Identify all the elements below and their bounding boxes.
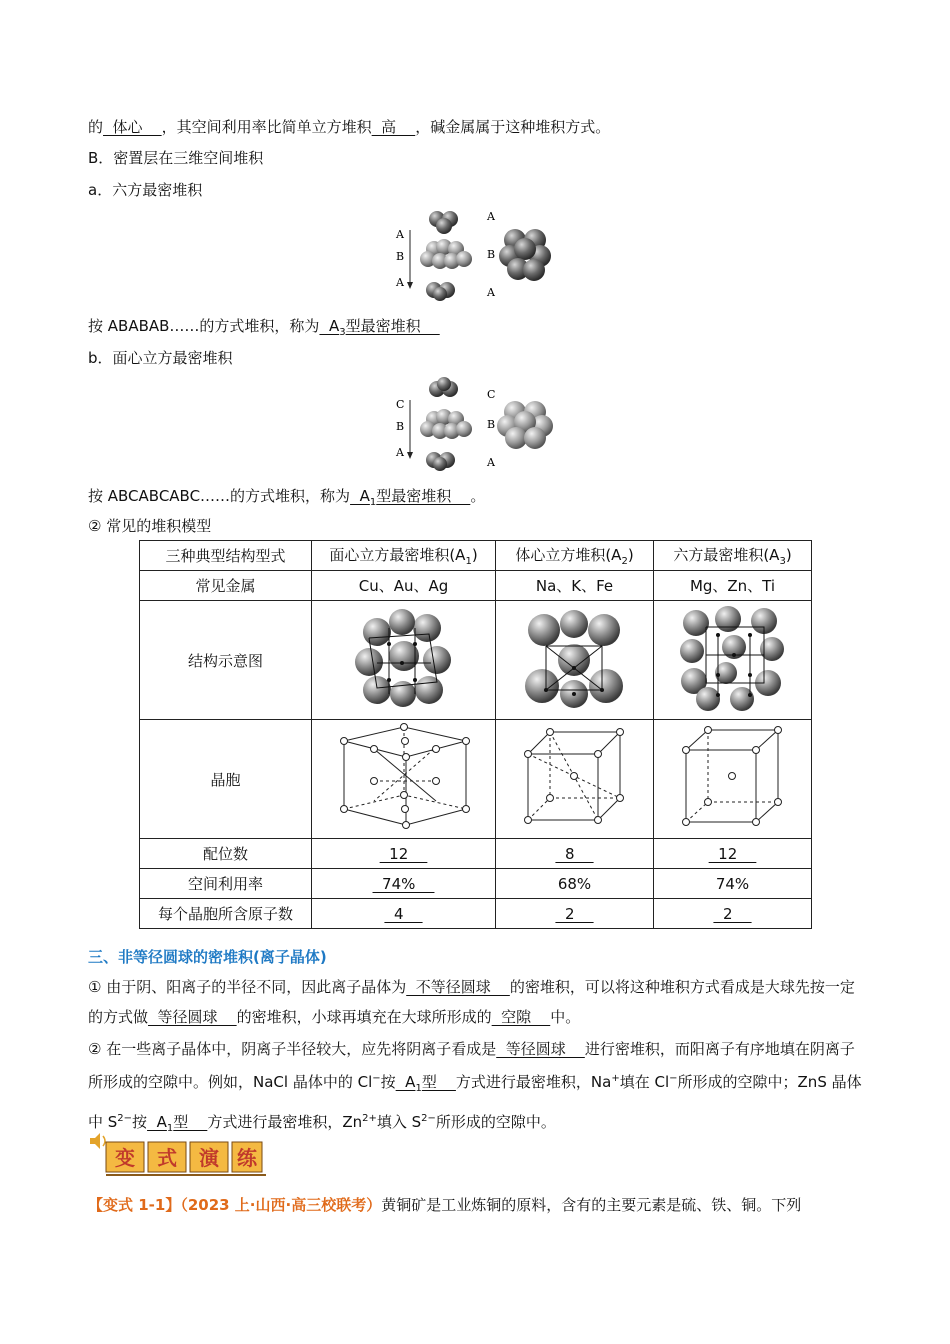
table-row (140, 571, 812, 601)
text: 填在 Cl (619, 1073, 670, 1091)
table-cell (654, 720, 812, 839)
answer-blank (319, 317, 440, 338)
table-row (140, 839, 812, 869)
hcp-layer-figure (390, 204, 560, 304)
text: 的 (88, 118, 104, 136)
banner-char: 式 (157, 1146, 177, 1170)
section-title: 三、非等径圆球的密堆积(离子晶体) (88, 948, 327, 966)
text-line-b: B．密置层在三维空间堆积 (88, 149, 264, 167)
blank-text: A (350, 487, 370, 505)
layer-label: A (487, 456, 495, 469)
layer-label: A (396, 276, 404, 289)
text-line-b-fcc: b．面心立方最密堆积 (88, 349, 233, 367)
table-cell: 74% (654, 869, 812, 899)
superscript: 2− (117, 1113, 133, 1124)
superscript: 2− (421, 1113, 436, 1124)
row-label: 空间利用率 (140, 869, 312, 899)
paragraph-2 (88, 1034, 864, 1144)
answer-blank: 空隙 (491, 1008, 551, 1026)
row-label: 每个晶胞所含原子数 (140, 899, 312, 929)
layer-label: A (487, 210, 495, 223)
answer-blank (147, 1113, 208, 1134)
subscript: 1 (166, 1123, 174, 1134)
table-cell (312, 869, 496, 899)
bcc-structure-diagram (520, 608, 630, 708)
subscript: 3 (339, 327, 346, 338)
banner-char: 演 (199, 1146, 219, 1170)
bcc-unit-cell-diagram (520, 724, 630, 830)
text: ，其空间利用率比简单立方堆积 (161, 118, 372, 136)
text: 按 (380, 1073, 396, 1091)
row-label: 晶胞 (140, 720, 312, 839)
text: 按 (132, 1113, 148, 1131)
layer-label: A (487, 286, 495, 299)
answer-blank: 8 (555, 844, 594, 863)
table-row (140, 601, 812, 720)
fcc-structure-diagram (349, 608, 459, 708)
text: 方式进行最密堆积，Na (455, 1073, 612, 1091)
blank-text: A (147, 1113, 167, 1131)
table-cell (654, 601, 812, 720)
text: 填入 S (376, 1113, 422, 1131)
banner-char: 练 (237, 1146, 257, 1170)
layer-label: B (396, 420, 405, 433)
table-row (140, 899, 812, 929)
text: 。 (470, 487, 486, 505)
answer-blank: 2 (713, 904, 752, 923)
text: ① 由于阴、阳离子的半径不同，因此离子晶体为 (88, 978, 407, 996)
answer-blank: 体心 (103, 118, 162, 136)
superscript: + (611, 1073, 620, 1084)
text: 的密堆积，可以将这种堆积方式看成是大球先按一定的方式做 (88, 978, 855, 1026)
table-cell (496, 601, 654, 720)
header-text: 面心立方最密堆积(A (329, 546, 466, 564)
table-cell (654, 839, 812, 869)
subscript: 1 (465, 556, 472, 567)
blank-text: A (395, 1073, 416, 1091)
blank-text: 型最密堆积 (345, 317, 440, 335)
subscript: 3 (779, 556, 786, 567)
table-cell (312, 720, 496, 839)
table-cell: Na、K、Fe (496, 571, 654, 601)
exercise-line (88, 1194, 801, 1215)
blank-text: 型最密堆积 (376, 487, 471, 505)
blank-text: 型 (173, 1113, 208, 1131)
superscript: 2+ (362, 1113, 377, 1124)
blank-text: A (319, 317, 340, 335)
table-cell (312, 839, 496, 869)
text: 进行密堆积，而阳离子有序地填在阴离子所形成的空隙中。例如，NaCl 晶体中的 Cl (88, 1040, 855, 1091)
table-header-row (140, 541, 812, 571)
subscript: 1 (369, 497, 377, 508)
table-header-cell: 三种典型结构型式 (140, 541, 312, 571)
text: 所形成的空隙中。 (435, 1113, 556, 1131)
practice-banner (88, 1130, 268, 1178)
text: 按 ABABAB……的方式堆积，称为 (88, 317, 320, 335)
answer-blank: 12 (708, 844, 757, 863)
text: 方式进行最密堆积，Zn (207, 1113, 363, 1131)
exercise-source: （2023 上·山西·高三校联考） (180, 1196, 382, 1214)
fcc-layer-figure (390, 374, 560, 474)
text: 的密堆积，小球再填充在大球所形成的 (236, 1008, 492, 1026)
answer-blank: 74% (372, 874, 435, 893)
layer-label: B (396, 250, 405, 263)
table-row (140, 720, 812, 839)
banner-char: 变 (115, 1146, 135, 1170)
table-cell (496, 720, 654, 839)
answer-blank: 2 (555, 904, 594, 923)
table-cell (312, 899, 496, 929)
subscript: 1 (415, 1083, 422, 1094)
answer-blank: 等径圆球 (496, 1040, 585, 1058)
exercise-text: 黄铜矿是工业炼铜的原料，含有的主要元素是硫、铁、铜。下列 (381, 1196, 802, 1214)
blank-text: 型 (421, 1073, 456, 1091)
table-cell (654, 899, 812, 929)
layer-label: A (396, 446, 404, 459)
text: 中。 (550, 1008, 581, 1026)
answer-blank: 高 (371, 118, 416, 136)
exercise-tag: 【变式 1-1】 (88, 1196, 181, 1214)
layer-label: B (487, 248, 496, 261)
answer-blank: 12 (379, 844, 428, 863)
table-header-cell: 面心立方最密堆积$(A_1)$ (312, 541, 496, 571)
table-cell: Mg、Zn、Ti (654, 571, 812, 601)
arrow-head (407, 282, 413, 289)
text-line-models: ② 常见的堆积模型 (88, 517, 212, 535)
header-text: 体心立方堆积(A (515, 546, 622, 564)
table-header-cell: 体心立方堆积$(A_2)$ (496, 541, 654, 571)
text-line-hcp-stacking (88, 316, 440, 343)
table-cell: Cu、Au、Ag (312, 571, 496, 601)
text-line-a-hcp: a．六方最密堆积 (88, 181, 203, 199)
hcp-structure-diagram (678, 605, 788, 711)
text-line-fcc-stacking (88, 486, 485, 513)
row-label: 配位数 (140, 839, 312, 869)
arrow-head (407, 452, 413, 459)
answer-blank (395, 1073, 456, 1094)
hcp-unit-cell-diagram (678, 724, 788, 830)
speaker-icon (90, 1133, 105, 1149)
table-cell (496, 839, 654, 869)
table-row (140, 869, 812, 899)
superscript: − (669, 1073, 678, 1084)
superscript: − (372, 1073, 381, 1084)
answer-blank (350, 487, 471, 508)
header-text: 六方最密堆积(A (673, 546, 780, 564)
fcc-unit-cell-diagram (334, 721, 474, 833)
text: ，碱金属属于这种堆积方式。 (415, 118, 611, 136)
answer-blank: 不等径圆球 (406, 978, 510, 996)
subscript: 2 (621, 556, 628, 567)
table-cell (312, 601, 496, 720)
answer-blank: 等径圆球 (148, 1008, 237, 1026)
paragraph-1 (88, 972, 864, 1032)
row-label: 常见金属 (140, 571, 312, 601)
layer-label: B (487, 418, 496, 431)
answer-blank: 4 (384, 904, 423, 923)
layer-label: A (396, 228, 404, 241)
text: 所形成的空隙中；ZnS 晶体中 S (88, 1073, 862, 1131)
text-line-bcc-summary (88, 117, 610, 137)
layer-label: C (396, 398, 405, 411)
row-label: 结构示意图 (140, 601, 312, 720)
text: ② 在一些离子晶体中，阴离子半径较大，应先将阴离子看成是 (88, 1040, 497, 1058)
text: 按 ABCABCABC……的方式堆积，称为 (88, 487, 351, 505)
table-cell (496, 899, 654, 929)
stacking-model-table (139, 540, 812, 929)
table-cell: 68% (496, 869, 654, 899)
layer-label: C (487, 388, 496, 401)
table-header-cell: 六方最密堆积$(A_3)$ (654, 541, 812, 571)
